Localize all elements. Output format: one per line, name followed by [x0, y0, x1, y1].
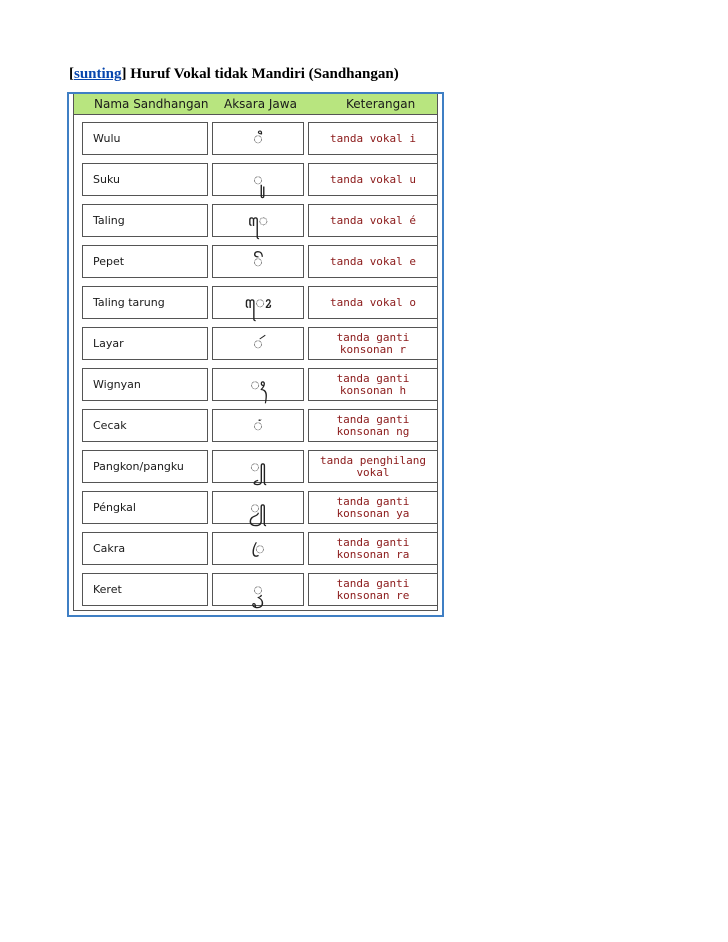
- sandhangan-name: Péngkal: [93, 501, 136, 514]
- table-row: [74, 446, 437, 487]
- keterangan-text: tanda ganti konsonan ya: [336, 494, 410, 520]
- keterangan-cell: [308, 409, 438, 442]
- keterangan-text: tanda ganti konsonan re: [336, 576, 410, 602]
- table-row: [74, 487, 437, 528]
- keterangan-cell: [308, 327, 438, 360]
- keterangan-text: tanda vokal e: [329, 254, 417, 268]
- aksara-glyph: ꦂ: [253, 333, 263, 353]
- aksara-cell: [212, 286, 304, 319]
- keterangan-cell: [308, 245, 438, 278]
- header-aksara: Aksara Jawa: [224, 97, 297, 111]
- sandhangan-name: Wignyan: [93, 378, 141, 391]
- keterangan-text: tanda vokal u: [329, 172, 417, 186]
- keterangan-cell: [308, 122, 438, 155]
- aksara-cell: [212, 122, 304, 155]
- sandhangan-name: Pepet: [93, 255, 125, 268]
- name-cell: [82, 327, 208, 360]
- table-row: [74, 405, 437, 446]
- sandhangan-name: Cecak: [93, 419, 127, 432]
- aksara-cell: [212, 409, 304, 442]
- name-cell: [82, 491, 208, 524]
- table-body: [73, 94, 438, 611]
- sandhangan-name: Keret: [93, 583, 122, 596]
- table-row: [74, 323, 437, 364]
- header-name: Nama Sandhangan: [94, 97, 209, 111]
- aksara-cell: [212, 450, 304, 483]
- aksara-glyph: ꧀: [250, 456, 266, 476]
- name-cell: [82, 532, 208, 565]
- aksara-glyph: ꦃ: [250, 374, 266, 394]
- sandhangan-name: Layar: [93, 337, 124, 350]
- keterangan-text: tanda vokal o: [329, 295, 417, 309]
- aksara-cell: [212, 532, 304, 565]
- aksara-cell: [212, 204, 304, 237]
- aksara-cell: [212, 573, 304, 606]
- aksara-glyph: ꦿ: [251, 538, 265, 558]
- section-title: Huruf Vokal tidak Mandiri (Sandhangan): [130, 66, 399, 82]
- sandhangan-name: Wulu: [93, 132, 121, 145]
- keterangan-text: tanda ganti konsonan r: [336, 330, 410, 356]
- name-cell: [82, 204, 208, 237]
- table-row: [74, 200, 437, 241]
- keterangan-text: tanda ganti konsonan h: [336, 371, 410, 397]
- aksara-glyph: ꦺ: [247, 210, 269, 230]
- aksara-glyph: ꦼ: [253, 251, 263, 271]
- keterangan-cell: [308, 163, 438, 196]
- aksara-cell: [212, 327, 304, 360]
- section-heading: [sunting] Huruf Vokal tidak Mandiri (Sandhangan): [69, 66, 399, 82]
- table-row: [74, 364, 437, 405]
- aksara-cell: [212, 245, 304, 278]
- keterangan-text: tanda vokal é: [329, 213, 417, 227]
- name-cell: [82, 163, 208, 196]
- keterangan-text: tanda vokal i: [329, 131, 417, 145]
- name-cell: [82, 450, 208, 483]
- aksara-glyph: ꦽ: [253, 579, 263, 599]
- name-cell: [82, 368, 208, 401]
- sandhangan-name: Pangkon/pangku: [93, 460, 184, 473]
- sandhangan-name: Suku: [93, 173, 120, 186]
- name-cell: [82, 409, 208, 442]
- aksara-glyph: ꦶ: [253, 128, 263, 148]
- name-cell: [82, 245, 208, 278]
- table-row: [74, 159, 437, 200]
- sandhangan-name: Taling: [93, 214, 125, 227]
- sandhangan-name: Cakra: [93, 542, 126, 555]
- name-cell: [82, 573, 208, 606]
- table-row: [74, 241, 437, 282]
- sandhangan-table: [67, 92, 444, 617]
- table-row: [74, 528, 437, 569]
- aksara-glyph: ꦺꦴ: [244, 292, 272, 312]
- header-keterangan: Keterangan: [346, 97, 416, 111]
- aksara-cell: [212, 163, 304, 196]
- name-cell: [82, 286, 208, 319]
- keterangan-cell: [308, 450, 438, 483]
- name-cell: [82, 122, 208, 155]
- table-header: [74, 94, 437, 115]
- keterangan-cell: [308, 204, 438, 237]
- keterangan-text: tanda ganti konsonan ra: [336, 535, 410, 561]
- keterangan-cell: [308, 368, 438, 401]
- table-row: [74, 118, 437, 159]
- keterangan-cell: [308, 491, 438, 524]
- aksara-glyph: ꦸ: [253, 169, 263, 189]
- edit-link[interactable]: sunting: [74, 66, 122, 82]
- keterangan-text: tanda ganti konsonan ng: [336, 412, 410, 438]
- keterangan-cell: [308, 532, 438, 565]
- keterangan-text: tanda penghilang vokal: [320, 453, 426, 479]
- aksara-glyph: ꦾ: [250, 497, 266, 517]
- aksara-glyph: ꦁ: [253, 415, 263, 435]
- keterangan-cell: [308, 286, 438, 319]
- aksara-cell: [212, 368, 304, 401]
- keterangan-cell: [308, 573, 438, 606]
- sandhangan-name: Taling tarung: [93, 296, 165, 309]
- table-row: [74, 569, 437, 610]
- aksara-cell: [212, 491, 304, 524]
- table-row: [74, 282, 437, 323]
